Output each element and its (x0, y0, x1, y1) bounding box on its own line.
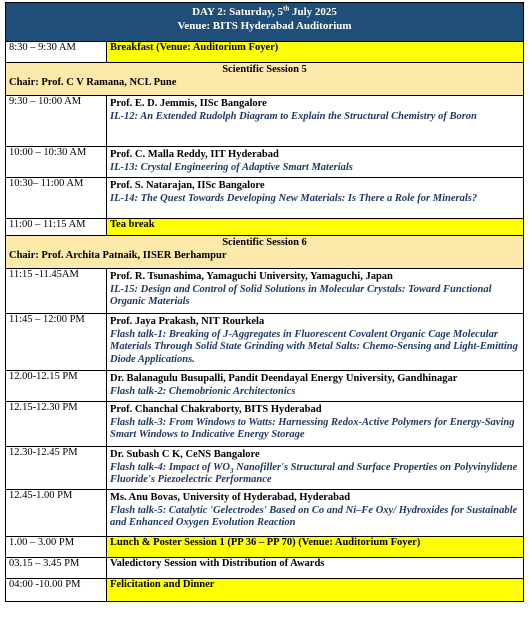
talk-cell (107, 402, 524, 447)
time-cell: 8:30 – 9:30 AM (6, 42, 107, 63)
speaker: Dr. Subash C K, CeNS Bangalore (110, 449, 260, 460)
table-row (6, 178, 524, 219)
talk-cell (107, 269, 524, 314)
talk-cell (107, 447, 524, 490)
talk-cell (107, 314, 524, 371)
table-row (6, 579, 524, 602)
talk-title: Flash talk-5: Catalytic 'Gelectrodes' Based on Co and Ni–Fe Oxy/ Hydroxides for Sustainable and Enhanced Oxygen Evolution Reaction (110, 504, 518, 528)
table-row (6, 490, 524, 537)
time-cell: 04:00 -10.00 PM (6, 579, 107, 602)
time-cell: 10:30– 11:00 AM (6, 178, 107, 219)
table-row (6, 402, 524, 447)
event-cell: Felicitation and Dinner (107, 579, 524, 602)
talk-title: IL-14: The Quest Towards Developing New Materials: Is There a Role for Minerals? (110, 192, 478, 204)
talk-title: IL-12: An Extended Rudolph Diagram to Explain the Structural Chemistry of Boron (110, 110, 477, 122)
time-cell: 9:30 – 10:00 AM (6, 96, 107, 147)
time-cell: 12.15-12.30 PM (6, 402, 107, 447)
session-header (6, 236, 524, 269)
speaker: Prof. Jaya Prakash, NIT Rourkela (110, 316, 265, 327)
time-cell: 12.00-12.15 PM (6, 371, 107, 402)
talk-title: IL-15: Design and Control of Solid Solutions in Molecular Crystals: Toward Functional Organic Materials (110, 283, 492, 307)
speaker: Prof. Chanchal Chakraborty, BITS Hyderabad (110, 404, 322, 415)
session-chair: Chair: Prof. C V Ramana, NCL Pune (9, 76, 177, 88)
time-cell: 11:45 – 12:00 PM (6, 314, 107, 371)
talk-cell (107, 490, 524, 537)
talk-cell (107, 371, 524, 402)
table-row (6, 219, 524, 236)
time-cell: 11:15 -11.45AM (6, 269, 107, 314)
table-row (6, 42, 524, 63)
talk-cell (107, 96, 524, 147)
event-cell: Breakfast (Venue: Auditorium Foyer) (107, 42, 524, 63)
time-cell: 10:00 – 10:30 AM (6, 147, 107, 178)
time-cell: 11:00 – 11:15 AM (6, 219, 107, 236)
session-header (6, 63, 524, 96)
table-row (6, 314, 524, 371)
talk-title: Flash talk-3: From Windows to Watts: Harnessing Redox-Active Polymers for Energy-Saving Smart Windows to Indicative Energy Storage (110, 416, 515, 440)
day-header (6, 3, 524, 42)
talk-title: IL-13: Crystal Engineering of Adaptive Smart Materials (110, 161, 353, 173)
table-row (6, 147, 524, 178)
schedule (5, 2, 523, 602)
session-title: Scientific Session 6 (222, 237, 307, 248)
day-title: DAY 2: Saturday, 5th July 2025 (192, 4, 337, 18)
time-cell: 12.45-1.00 PM (6, 490, 107, 537)
time-cell: 1.00 – 3.00 PM (6, 537, 107, 558)
time-cell: 03.15 – 3.45 PM (6, 558, 107, 579)
talk-cell (107, 178, 524, 219)
speaker: Prof. R. Tsunashima, Yamaguchi University, Yamaguchi, Japan (110, 271, 393, 282)
talk-title: Flash talk-4: Impact of $WO_3$ Nanofiller's Structural and Surface Properties on Polyvinylidene Fluoride's Piezoelectric Performance (110, 461, 518, 485)
speaker: Prof. E. D. Jemmis, IISc Bangalore (110, 98, 267, 109)
venue-title: Venue: BITS Hyderabad Auditorium (177, 20, 352, 32)
time-cell: 12.30-12.45 PM (6, 447, 107, 490)
table-row (6, 537, 524, 558)
speaker: Prof. S. Natarajan, IISc Bangalore (110, 180, 265, 191)
table-row (6, 447, 524, 490)
schedule-table (5, 2, 524, 602)
table-row (6, 558, 524, 579)
speaker: Prof. C. Malla Reddy, IIT Hyderabad (110, 149, 279, 160)
speaker: Ms. Anu Bovas, University of Hyderabad, Hyderabad (110, 492, 351, 503)
table-row (6, 96, 524, 147)
table-row (6, 371, 524, 402)
talk-title: Flash talk-1: Breaking of J-Aggregates in Fluorescent Covalent Organic Cage Molecular Materials Through Solid State Grinding with Metal Salts: Chemo-Sensing and Light-Emitting Diode Applications. (110, 328, 518, 365)
event-cell: Lunch & Poster Session 1 (PP 36 – PP 70) (Venue: Auditorium Foyer) (107, 537, 524, 558)
table-row (6, 269, 524, 314)
session-title: Scientific Session 5 (222, 64, 307, 75)
event-cell: Tea break (107, 219, 524, 236)
talk-cell (107, 147, 524, 178)
session-chair: Chair: Prof. Archita Patnaik, IISER Berhampur (9, 249, 227, 261)
talk-title: Flash talk-2: Chemobrionic Architectonics (110, 385, 296, 397)
speaker: Dr. Balanagulu Busupalli, Pandit Deendayal Energy University, Gandhinagar (110, 373, 458, 384)
event-cell: Valedictory Session with Distribution of Awards (107, 558, 524, 579)
